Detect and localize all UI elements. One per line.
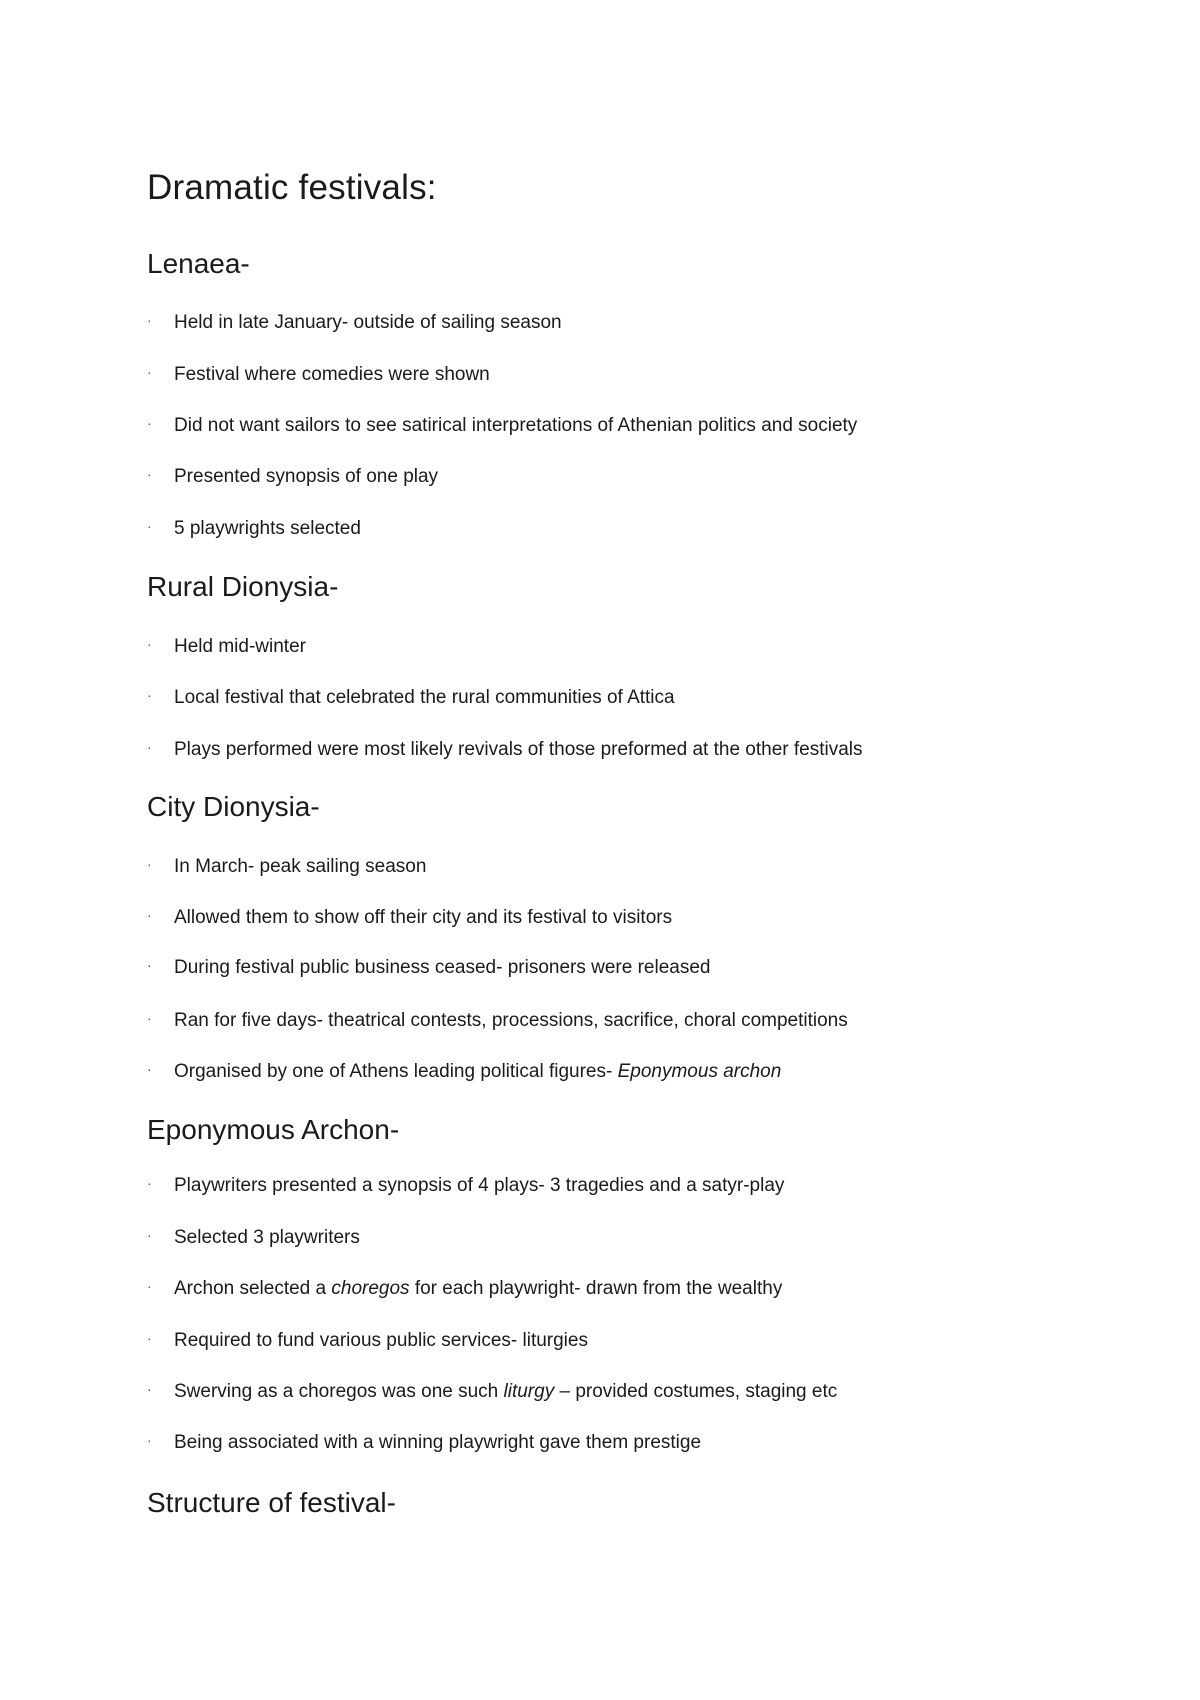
bullet-dot-icon: · [147,1330,152,1346]
section-heading: Eponymous Archon- [147,1114,400,1145]
bullet-dot-icon: · [147,1010,152,1026]
bullet-dot-icon: · [147,518,152,534]
bullet-text: Held in late January- outside of sailing season [174,312,562,333]
italic-term: liturgy [503,1381,555,1402]
bullet-dot-icon: · [147,1381,152,1397]
italic-term: choregos [331,1278,410,1299]
bullet-dot-icon: · [147,1278,152,1294]
bullet-text: Plays performed were most likely revivals of those preformed at the other festivals [174,739,863,760]
bullet-dot-icon: · [147,1175,152,1191]
bullet-dot-icon: · [147,907,152,923]
bullet-dot-icon: · [147,312,152,328]
bullet-dot-icon: · [147,415,152,431]
bullet-text: Presented synopsis of one play [174,466,439,487]
section-heading: Structure of festival- [147,1487,396,1518]
section-heading: Rural Dionysia- [147,571,339,602]
bullet-text: Held mid-winter [174,636,306,657]
bullet-text: Playwriters presented a synopsis of 4 plays- 3 tragedies and a satyr-play [174,1175,785,1196]
section-heading: City Dionysia- [147,791,320,822]
section-heading: Lenaea- [147,248,250,279]
bullet-dot-icon: · [147,1432,152,1448]
bullet-text: Being associated with a winning playwright gave them prestige [174,1432,702,1453]
page-title: Dramatic festivals: [147,168,437,207]
bullet-text: Archon selected a choregos for each playwright- drawn from the wealthy [174,1278,783,1299]
bullet-text: Did not want sailors to see satirical interpretations of Athenian politics and society [174,415,858,436]
bullet-text: Festival where comedies were shown [174,364,490,385]
bullet-dot-icon: · [147,364,152,380]
bullet-dot-icon: · [147,466,152,482]
bullet-dot-icon: · [147,1061,152,1077]
bullet-dot-icon: · [147,687,152,703]
bullet-text: During festival public business ceased- prisoners were released [174,957,711,978]
bullet-text: Organised by one of Athens leading political figures- Eponymous archon [174,1061,782,1082]
bullet-text: Ran for five days- theatrical contests, processions, sacrifice, choral competitions [174,1010,848,1031]
bullet-text: 5 playwrights selected [174,518,361,539]
bullet-text: Selected 3 playwriters [174,1227,360,1248]
bullet-dot-icon: · [147,1227,152,1243]
bullet-dot-icon: · [147,856,152,872]
bullet-text: Allowed them to show off their city and its festival to visitors [174,907,673,928]
bullet-dot-icon: · [147,636,152,652]
bullet-dot-icon: · [147,957,152,973]
bullet-text: Required to fund various public services- liturgies [174,1330,588,1351]
bullet-text: Swerving as a choregos was one such liturgy – provided costumes, staging etc [174,1381,838,1402]
bullet-dot-icon: · [147,739,152,755]
bullet-text: Local festival that celebrated the rural communities of Attica [174,687,675,708]
bullet-text: In March- peak sailing season [174,856,427,877]
italic-term: Eponymous archon [617,1061,782,1082]
